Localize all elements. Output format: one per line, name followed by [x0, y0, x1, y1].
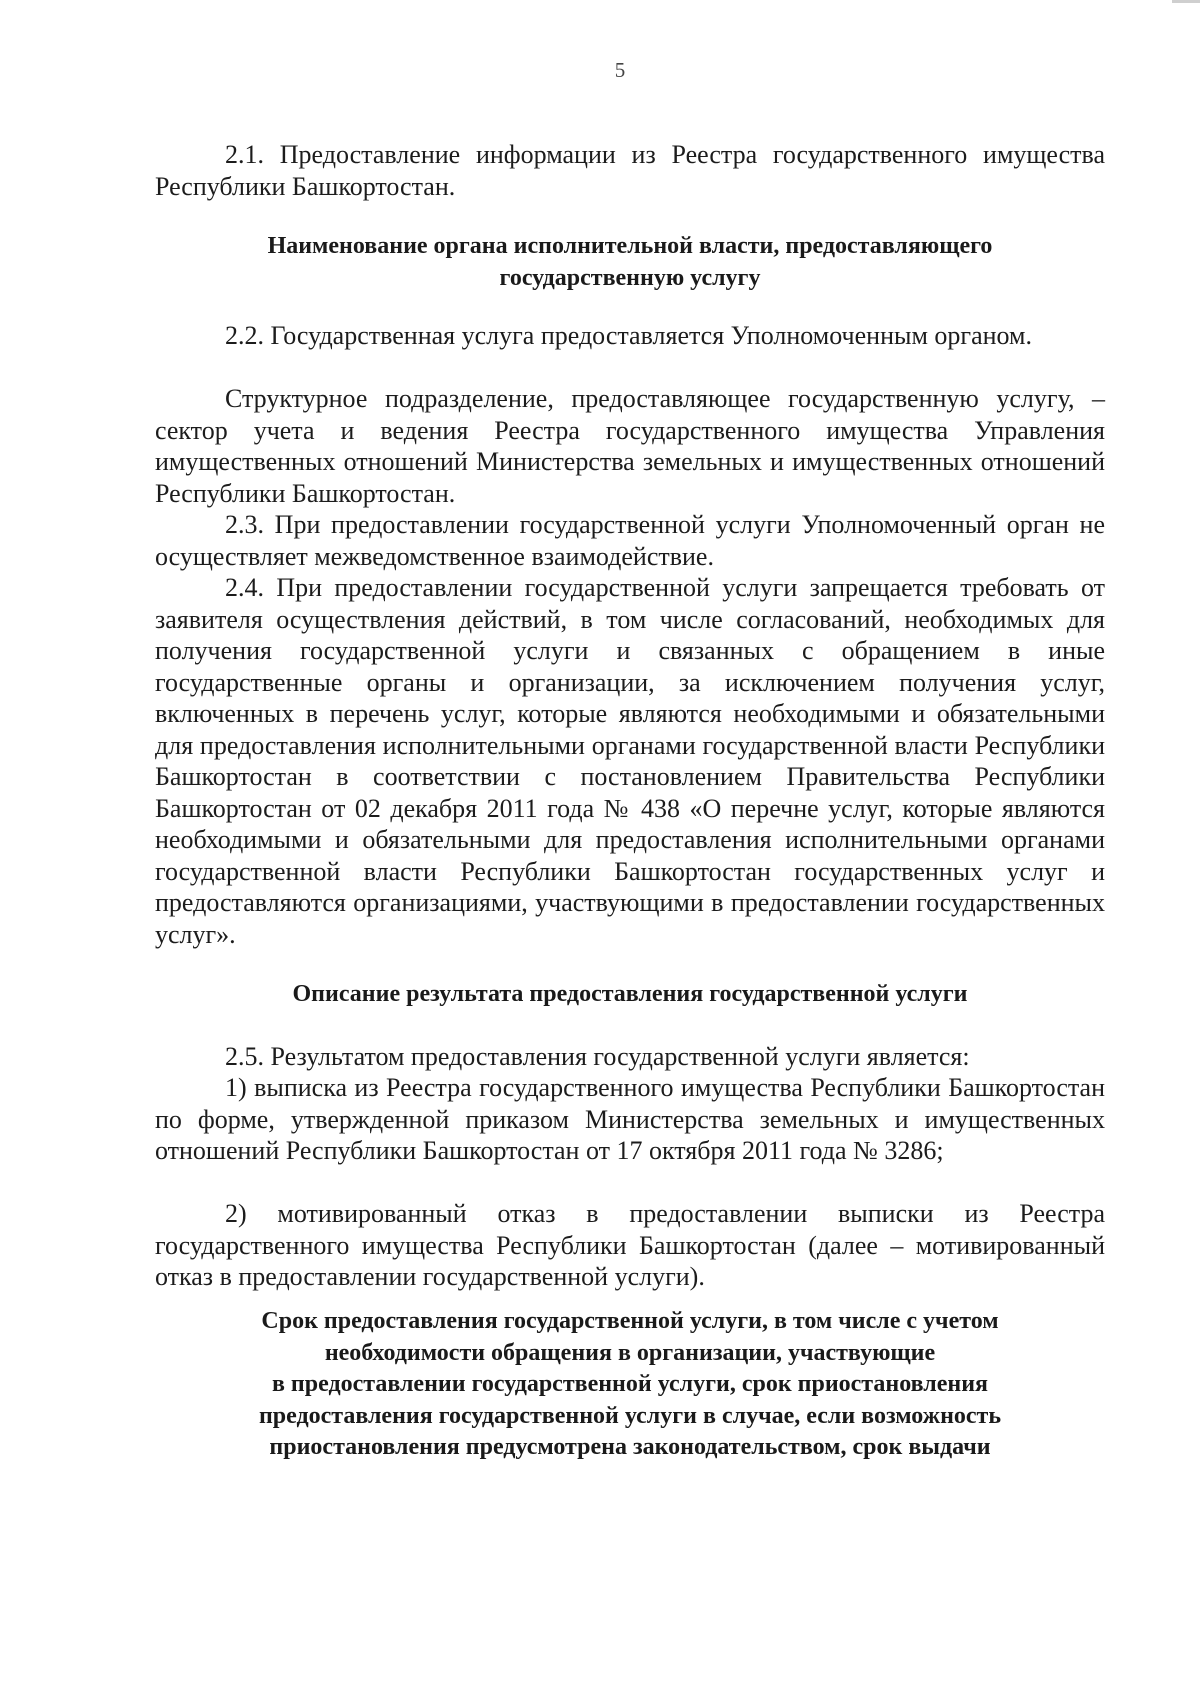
- page-number: 5: [614, 58, 626, 82]
- heading-service-term-line-3: в предоставлении государственной услуги, срок приостановления: [271, 1371, 989, 1397]
- heading-service-term: [150, 1306, 1110, 1464]
- scan-edge-mark: [1172, 0, 1200, 3]
- heading-service-term-line-1: Срок предоставления государственной услуги, в том числе с учетом: [261, 1308, 999, 1334]
- paragraph-2-5-item-2: 2) мотивированный отказ в предоставлении выписки из Реестра государственного имущества Республики Башкортостан (далее – мотивированный отказ в предоставлении государственной услуги).: [155, 1199, 1105, 1291]
- heading-service-result: Описание результата предоставления государственной услуги: [292, 981, 968, 1007]
- paragraph-2-5: 2.5. Результатом предоставления государственной услуги является:: [225, 1042, 970, 1071]
- heading-service-term-line-4: предоставления государственной услуги в случае, если возможность: [258, 1402, 1002, 1429]
- heading-service-term-line-5: приостановления предусмотрена законодательством, срок выдачи: [269, 1434, 991, 1460]
- paragraph-2-3: 2.3. При предоставлении государственной услуги Уполномоченный орган не осуществляет межведомственное взаимодействие.: [155, 510, 1105, 571]
- paragraph-2-5-item-1: 1) выписка из Реестра государственного имущества Республики Башкортостан по форме, утвержденной приказом Министерства земельных и имущественных отношений Республики Башкортостан от 17 октября 2011 года № 3286;: [155, 1073, 1105, 1165]
- paragraph-2-1: 2.1. Предоставление информации из Реестра государственного имущества Республики Башкортостан.: [155, 140, 1105, 201]
- heading-service-term-line-2: необходимости обращения в организации, участвующие: [324, 1339, 936, 1366]
- paragraph-structural-unit: Структурное подразделение, предоставляющее государственную услугу, – сектор учета и ведения Реестра государственного имущества Управления имущественных отношений Министерства земельных и имущественных отношений Республики Башкортостан.: [155, 384, 1105, 508]
- paragraph-2-2: 2.2. Государственная услуга предоставляется Уполномоченным органом.: [225, 321, 1032, 350]
- paragraph-2-4: 2.4. При предоставлении государственной услуги запрещается требовать от заявителя осуществления действий, в том числе согласований, необходимых для получения государственной услуги и связанных с обращением в иные государственные органы и организации, за исключением получения услуг, включенных в перечень услуг, которые являются необходимыми и обязательными для предоставления исполнительными органами государственной власти Республики Башкортостан в соответствии с постановлением Правительства Республики Башкортостан от 02 декабря 2011 года № 438 «О перечне услуг, которые являются необходимыми и обязательными для предоставления исполнительными органами государственной власти Республики Башкортостан государственных услуг и предоставляются организациями, участвующими в предоставлении государственных услуг».: [155, 573, 1105, 949]
- heading-executive-body: Наименование органа исполнительной власти, предоставляющего государственную услугу: [267, 233, 993, 291]
